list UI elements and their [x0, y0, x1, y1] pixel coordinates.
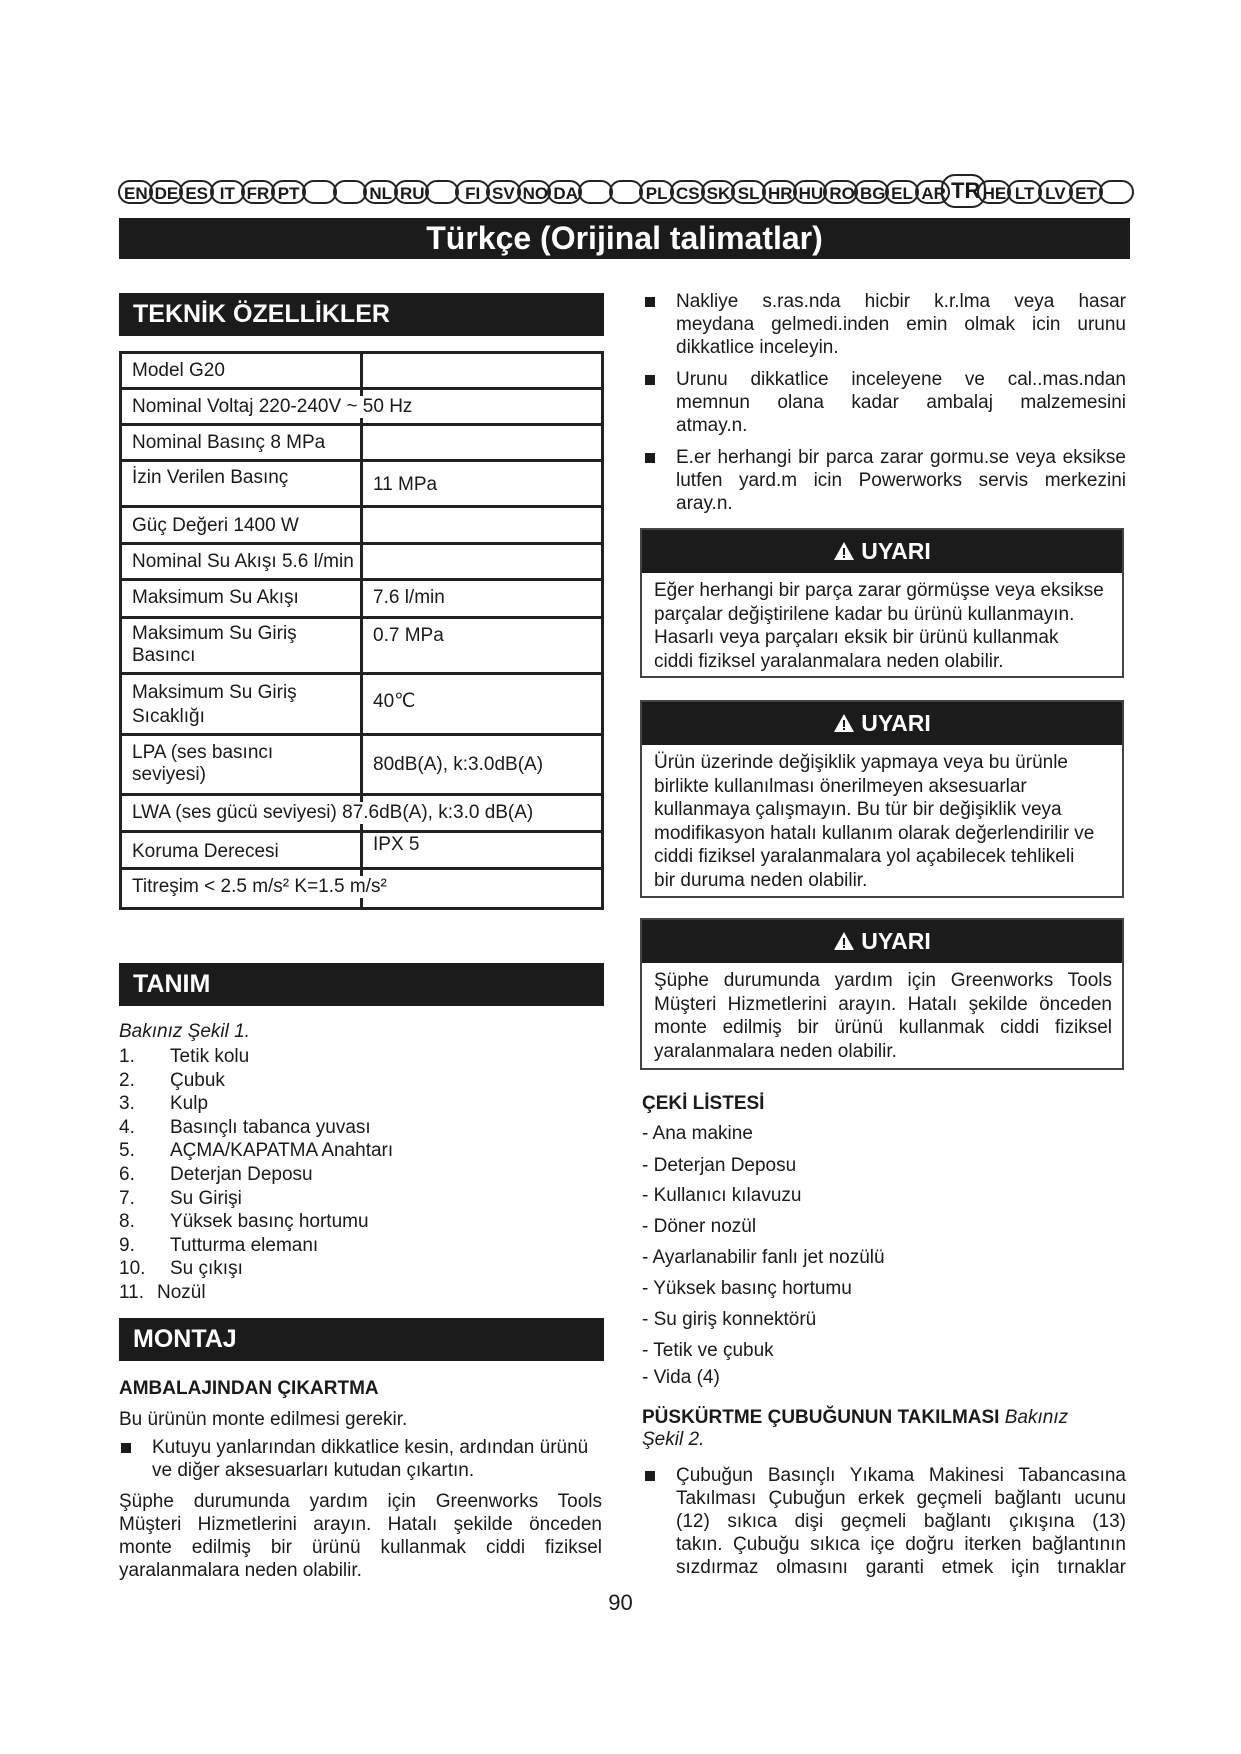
- packing-list-item: - Döner nozül: [642, 1216, 757, 1237]
- text-line: bir duruma neden olabilir.: [654, 869, 868, 891]
- spec-label: LWA (ses gücü seviyesi) 87.6dB(A), k:3.0 dB(A): [132, 802, 534, 823]
- list-item-number: 6.: [119, 1164, 135, 1185]
- language-tab-bar: [118, 180, 1130, 208]
- language-tab-en[interactable]: EN: [118, 180, 153, 204]
- language-tab-es[interactable]: ES: [179, 180, 214, 204]
- spec-row: [122, 870, 601, 907]
- language-tab-fr[interactable]: FR: [241, 180, 276, 204]
- warning-text: [642, 963, 1122, 1063]
- warning-triangle-icon: [833, 928, 861, 954]
- spec-label: Nominal Voltaj 220-240V ~ 50 Hz: [132, 396, 413, 417]
- language-tab-blank[interactable]: [333, 180, 368, 204]
- list-item: Çubuk: [170, 1069, 225, 1091]
- language-tab-nl[interactable]: NL: [363, 180, 398, 204]
- warning-header: [642, 530, 1122, 573]
- warning-title: UYARI: [861, 538, 931, 564]
- packing-list-item: - Yüksek basınç hortumu: [642, 1278, 852, 1299]
- spec-value: 80dB(A), k:3.0dB(A): [373, 754, 544, 775]
- spec-row: [122, 426, 601, 462]
- text-line: E.er herhangi bir parca zarar gormu.se veya eksikse: [676, 447, 1126, 468]
- spec-row: [122, 581, 601, 619]
- packing-list-heading: ÇEKİ LİSTESİ: [642, 1093, 765, 1114]
- text-line: Müşteri Hizmetlerini arayın. Hatalı şekilde önceden: [119, 1514, 602, 1535]
- language-tab-hr[interactable]: HR: [762, 180, 797, 204]
- text-line: Şüphe durumunda yardım için Greenworks Tools: [119, 1491, 602, 1512]
- warning-header: [642, 702, 1122, 745]
- text-line: kullanmaya çalışmayın. Bu tür bir değişiklik veya: [654, 799, 1062, 820]
- text-line: parçalar değiştirilene kadar bu ürünü kullanmayın.: [654, 603, 1075, 625]
- warning-box: [640, 528, 1124, 678]
- inspection-instruction: [676, 368, 1126, 437]
- spec-row: [122, 675, 601, 736]
- spec-label: Koruma Derecesi: [132, 841, 279, 862]
- packing-list-item: - Su giriş konnektörü: [642, 1309, 817, 1330]
- language-tab-de[interactable]: DE: [149, 180, 184, 204]
- spec-row: [122, 390, 601, 426]
- page-number: 90: [608, 1590, 633, 1615]
- list-item: AÇMA/KAPATMA Anahtarı: [170, 1140, 394, 1162]
- spec-row: [122, 736, 601, 796]
- list-item: Yüksek basınç hortumu: [170, 1211, 369, 1233]
- text-line: Şüphe durumunda yardım için Greenworks Tools: [654, 970, 1112, 991]
- text-line: Eğer herhangi bir parça zarar görmüşse veya eksikse: [654, 580, 1104, 601]
- text-line: Nakliye s.ras.nda hicbir k.r.lma veya hasar: [676, 291, 1126, 312]
- packing-list-item: - Ayarlanabilir fanlı jet nozülü: [642, 1247, 885, 1268]
- language-tab-no[interactable]: NO: [517, 180, 552, 204]
- list-item: Tetik kolu: [170, 1046, 250, 1067]
- warning-title: UYARI: [861, 710, 931, 736]
- list-item-number: 8.: [119, 1211, 135, 1233]
- language-tab-et[interactable]: ET: [1069, 180, 1104, 204]
- inspection-instruction: [676, 290, 1126, 359]
- spec-row: [122, 619, 601, 675]
- list-item-number: 11.: [119, 1282, 145, 1303]
- support-paragraph: [119, 1490, 602, 1582]
- spec-label: İzin Verilen Basınç: [132, 467, 289, 488]
- bullet-icon: [121, 1443, 131, 1453]
- language-tab-blank[interactable]: [578, 180, 613, 204]
- list-item: Tutturma elemanı: [170, 1234, 319, 1256]
- text-line: ve diğer aksesuarları kutudan çıkartın.: [152, 1460, 475, 1481]
- specs-heading: TEKNİK ÖZELLİKLER: [119, 293, 604, 336]
- language-tab-da[interactable]: DA: [547, 180, 582, 204]
- text-line: birlikte kullanılması önerilmeyen aksesuarlar: [654, 775, 1027, 797]
- spec-row: [122, 545, 601, 581]
- list-item: Nozül: [157, 1282, 206, 1303]
- text-line: yaralanmalara neden olabilir.: [119, 1560, 362, 1581]
- montaj-heading: MONTAJ: [119, 1318, 604, 1361]
- language-tab-ro[interactable]: RO: [823, 180, 858, 204]
- list-item-number: 2.: [119, 1069, 135, 1091]
- list-item: Su çıkışı: [170, 1258, 243, 1280]
- tanim-heading: TANIM: [119, 963, 604, 1006]
- warning-header: [642, 920, 1122, 963]
- warning-text: [642, 745, 1122, 892]
- list-item: Deterjan Deposu: [170, 1164, 313, 1185]
- language-tab-pl[interactable]: PL: [639, 180, 674, 204]
- text-line: dikkatlice inceleyin.: [676, 337, 839, 358]
- language-tab-cs[interactable]: CS: [670, 180, 705, 204]
- list-item-number: 5.: [119, 1140, 135, 1162]
- spec-label: Nominal Basınç 8 MPa: [132, 432, 326, 453]
- spec-label: Maksimum Su Giriş Sıcaklığı: [132, 682, 297, 727]
- text-line: aray.n.: [676, 493, 733, 514]
- specs-table: [119, 351, 604, 910]
- spec-value: 7.6 l/min: [373, 587, 445, 608]
- wand-assembly-instructions: [676, 1464, 1126, 1579]
- spec-label: LPA (ses basıncı seviyesi): [132, 742, 274, 785]
- wand-assembly-heading: [642, 1407, 1122, 1451]
- language-tab-ru[interactable]: RU: [394, 180, 429, 204]
- language-tab-pt[interactable]: PT: [271, 180, 306, 204]
- warning-box: [640, 918, 1124, 1070]
- text-line: Çubuğun Basınçlı Yıkama Makinesi Tabancasına: [676, 1465, 1126, 1486]
- packing-list-item: - Deterjan Deposu: [642, 1155, 797, 1176]
- list-item-number: 3.: [119, 1093, 135, 1115]
- spec-row: [122, 796, 601, 833]
- language-tab-blank[interactable]: [302, 180, 337, 204]
- list-item: Kulp: [170, 1093, 209, 1115]
- text-line: lutfen yard.m icin Powerworks servis merkezini: [676, 470, 1126, 491]
- spec-row: [122, 508, 601, 545]
- packing-list-item: - Kullanıcı kılavuzu: [642, 1185, 802, 1206]
- language-tab-blank[interactable]: [609, 180, 644, 204]
- text-line: Müşteri Hizmetlerini arayın. Hatalı şekilde önceden: [654, 993, 1112, 1015]
- assembly-ref-line2: Şekil 2.: [642, 1429, 705, 1450]
- text-line: Urunu dikkatlice inceleyene ve cal..mas.ndan: [676, 369, 1126, 390]
- inspection-instruction: [676, 446, 1126, 515]
- language-tab-sl[interactable]: SL: [731, 180, 766, 204]
- text-line: Hasarlı veya parçaları eksik bir ürünü kullanmak: [654, 627, 1059, 648]
- text-line: takın. Çubuğu sıkıca içe doğru iterken bağlantının: [676, 1534, 1126, 1555]
- language-tab-fi[interactable]: FI: [455, 180, 490, 204]
- language-tab-blank[interactable]: [425, 180, 460, 204]
- spec-row: [122, 462, 601, 508]
- language-tab-bg[interactable]: BG: [854, 180, 889, 204]
- spec-row: [122, 833, 601, 870]
- bullet-icon: [645, 453, 655, 463]
- spec-value: 40℃: [373, 691, 416, 712]
- list-item-number: 4.: [119, 1116, 135, 1138]
- packing-list-item: - Tetik ve çubuk: [642, 1340, 774, 1361]
- list-item-number: 7.: [119, 1187, 135, 1209]
- language-tab-blank[interactable]: [1099, 180, 1134, 204]
- assembly-heading-text: PÜSKÜRTME ÇUBUĞUNUN TAKILMASI: [642, 1407, 1000, 1428]
- language-tab-he[interactable]: HE: [977, 180, 1012, 204]
- language-tab-tr[interactable]: TR: [941, 174, 986, 208]
- text-line: yaralanmalara neden olabilir.: [654, 1040, 897, 1062]
- text-line: monte edilmiş bir ürünü kullanmak ciddi fiziksel: [119, 1537, 602, 1558]
- text-line: Ürün üzerinde değişiklik yapmaya veya bu ürünle: [654, 752, 1069, 773]
- figure-reference: Bakınız Şekil 1.: [119, 1021, 250, 1042]
- language-tab-lt[interactable]: LT: [1007, 180, 1042, 204]
- unpack-instruction: [152, 1436, 602, 1482]
- unpacking-heading: AMBALAJINDAN ÇIKARTMA: [119, 1378, 379, 1399]
- warning-text: [642, 573, 1122, 673]
- warning-triangle-icon: [833, 710, 861, 736]
- language-tab-sv[interactable]: SV: [486, 180, 521, 204]
- text-line: sızdırmaz olmasını garanti etmek için tırnaklar: [676, 1557, 1126, 1578]
- spec-label: Model G20: [132, 360, 225, 381]
- spec-label: Nominal Su Akışı 5.6 l/min: [132, 551, 354, 572]
- spec-label: Güç Değeri 1400 W: [132, 515, 299, 536]
- language-tab-lv[interactable]: LV: [1038, 180, 1073, 204]
- warning-box: [640, 700, 1124, 898]
- list-item-number: 9.: [119, 1234, 135, 1256]
- spec-label: Maksimum Su Akışı: [132, 587, 299, 608]
- page-title: Türkçe (Orijinal talimatlar): [119, 218, 1130, 259]
- bullet-icon: [645, 375, 655, 385]
- warning-title: UYARI: [861, 928, 931, 954]
- warning-triangle-icon: [833, 538, 861, 564]
- language-tab-it[interactable]: IT: [210, 180, 245, 204]
- bullet-icon: [645, 297, 655, 307]
- spec-row: [122, 354, 601, 390]
- assembly-intro: Bu ürünün monte edilmesi gerekir.: [119, 1409, 408, 1430]
- text-line: atmay.n.: [676, 415, 748, 436]
- spec-label: Maksimum Su Giriş Basıncı: [132, 623, 297, 666]
- bullet-icon: [645, 1471, 655, 1481]
- list-item: Su Girişi: [170, 1187, 242, 1209]
- text-line: memnun olana kadar ambalaj malzemesini: [676, 392, 1126, 413]
- packing-list-item: - Ana makine: [642, 1123, 753, 1144]
- spec-value: 0.7 MPa: [373, 625, 444, 646]
- text-line: Kutuyu yanlarından dikkatlice kesin, ardından ürünü: [152, 1437, 589, 1458]
- list-item-number: 1.: [119, 1046, 135, 1067]
- text-line: ciddi fiziksel yaralanmalara yol açabilecek tehlikeli: [654, 846, 1075, 867]
- list-item-number: 10.: [119, 1258, 146, 1280]
- assembly-ref: Bakınız: [1004, 1407, 1069, 1428]
- packing-list-item: - Vida (4): [642, 1367, 720, 1388]
- text-line: modifikasyon hatalı kullanım olarak değerlendirilir ve: [654, 822, 1095, 844]
- text-line: ciddi fiziksel yaralanmalara neden olabilir.: [654, 650, 1004, 672]
- language-tab-hu[interactable]: HU: [793, 180, 828, 204]
- language-tab-sk[interactable]: SK: [701, 180, 736, 204]
- spec-label: Titreşim < 2.5 m/s² K=1.5 m/s²: [132, 876, 387, 897]
- text-line: meydana gelmedi.inden emin olmak icin urunu: [676, 314, 1126, 335]
- text-line: Takılması Çubuğun erkek geçmeli bağlantı ucunu: [676, 1488, 1126, 1509]
- text-line: monte edilmiş bir ürünü kullanmak ciddi fiziksel: [654, 1017, 1112, 1038]
- spec-value: 11 MPa: [373, 474, 438, 495]
- language-tab-el[interactable]: EL: [885, 180, 920, 204]
- text-line: (12) sıkıca dişi geçmeli bağlantı çıkışına (13): [676, 1511, 1126, 1532]
- language-tab-ar[interactable]: AR: [915, 180, 950, 204]
- list-item: Basınçlı tabanca yuvası: [170, 1116, 371, 1138]
- spec-value: IPX 5: [373, 834, 420, 855]
